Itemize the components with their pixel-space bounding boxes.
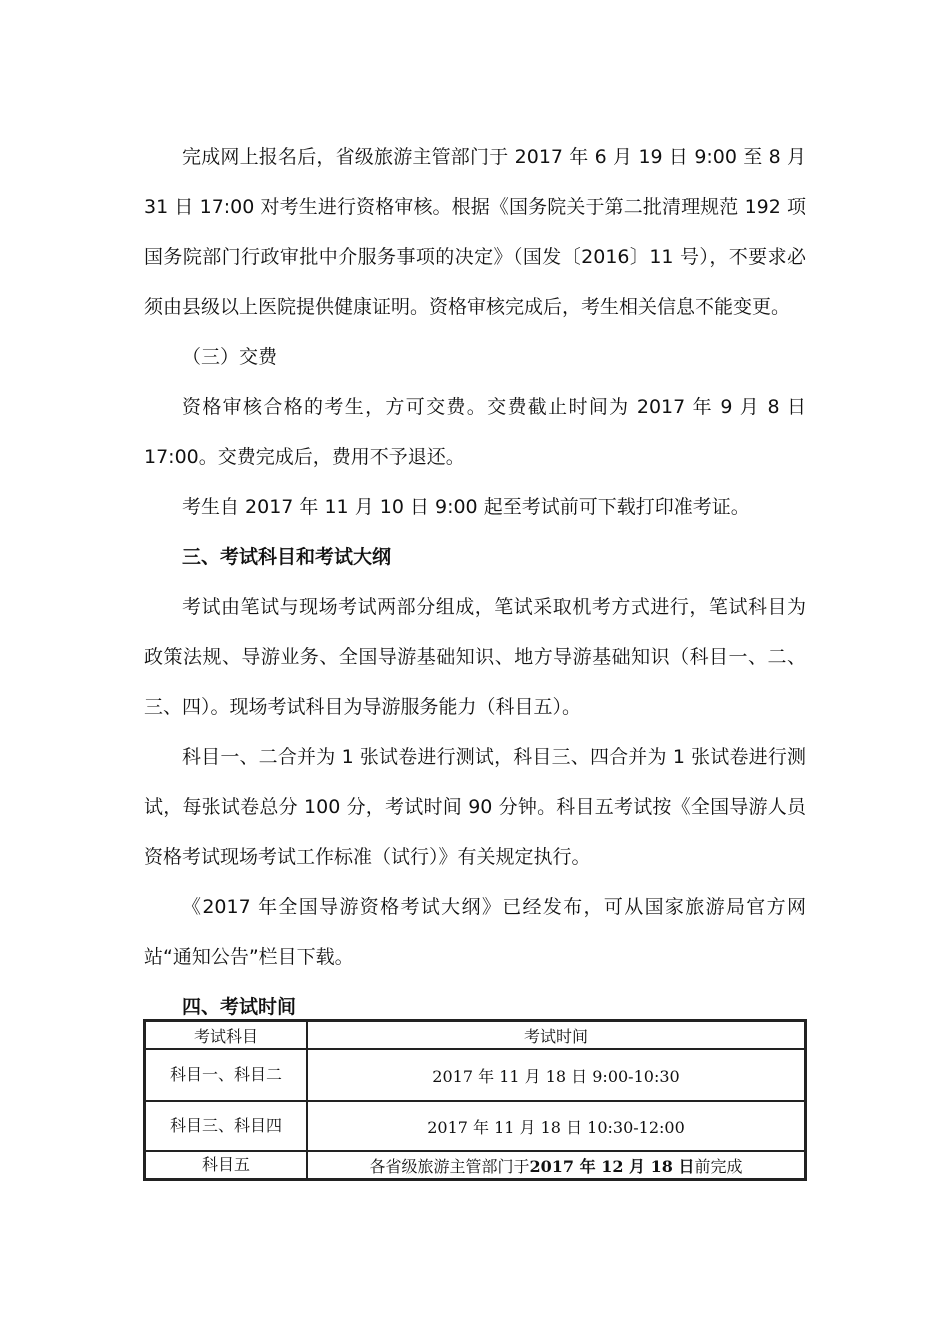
paragraph-admission-ticket: 考生自 2017 年 11 月 10 日 9:00 起至考试前可下载打印准考证。 <box>182 496 750 518</box>
heading-exam-time: 四、考试时间 <box>182 996 297 1018</box>
document-body <box>144 132 806 1032</box>
table-cell-subject: 科目五 <box>145 1151 307 1179</box>
table-row <box>145 1101 805 1151</box>
heading-exam-subjects: 三、考试科目和考试大纲 <box>182 546 392 568</box>
paragraph-payment: 资格审核合格的考生，方可交费。交费截止时间为 2017 年 9 月 8 日 17:00。交费完成后，费用不予退还。 <box>144 396 806 468</box>
table-header-time: 考试时间 <box>307 1021 805 1049</box>
time-suffix: 前完成 <box>694 1156 743 1176</box>
table-cell-time: 2017 年 11 月 18 日 9:00-10:30 <box>307 1049 805 1101</box>
table-row <box>145 1151 805 1179</box>
paragraph-exam-composition: 考试由笔试与现场考试两部分组成，笔试采取机考方式进行，笔试科目为政策法规、导游业务、全国导游基础知识、地方导游基础知识（科目一、二、三、四）。现场考试科目为导游服务能力（科目五）。 <box>144 596 806 718</box>
paragraph-qualification-review: 完成网上报名后，省级旅游主管部门于 2017 年 6 月 19 日 9:00 至 8 月 31 日 17:00 对考生进行资格审核。根据《国务院关于第二批清理规范 192 项国务院部门行政审批中介服务事项的决定》（国发〔2016〕11 号），不要求必须由县级以上医院提供健康证明。资格审核完成后，考生相关信息不能变更。 <box>144 146 806 318</box>
table-header-subject: 考试科目 <box>145 1021 307 1049</box>
table-header-row <box>145 1021 805 1049</box>
time-prefix: 各省级旅游主管部门于 <box>369 1156 530 1176</box>
paragraph-exam-syllabus: 《2017 年全国导游资格考试大纲》已经发布，可从国家旅游局官方网站“通知公告”栏目下载。 <box>144 896 806 968</box>
exam-schedule-table <box>143 1019 807 1181</box>
subheading-payment: （三）交费 <box>182 346 278 368</box>
table-cell-subject: 科目一、科目二 <box>145 1049 307 1101</box>
table-row <box>145 1049 805 1101</box>
time-date-bold: 2017 年 12 月 18 日 <box>529 1156 695 1176</box>
paragraph-exam-papers: 科目一、二合并为 1 张试卷进行测试，科目三、四合并为 1 张试卷进行测试，每张试卷总分 100 分，考试时间 90 分钟。科目五考试按《全国导游人员资格考试现场考试工作标准（试行）》有关规定执行。 <box>144 746 806 868</box>
table-cell-subject: 科目三、科目四 <box>145 1101 307 1151</box>
table-cell-time: 2017 年 11 月 18 日 10:30-12:00 <box>307 1101 805 1151</box>
table-cell-time <box>307 1151 805 1179</box>
